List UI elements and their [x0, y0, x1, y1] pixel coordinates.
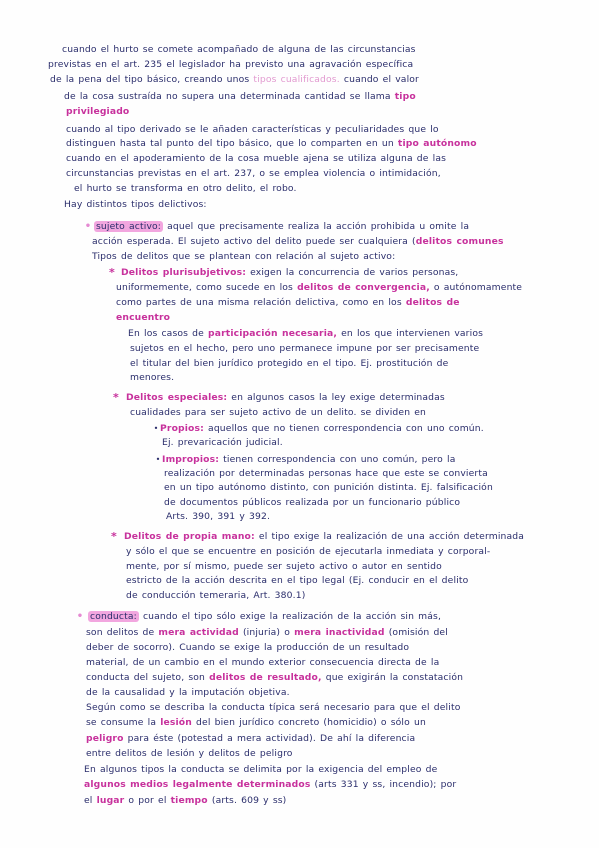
text-line: en un tipo autónomo distinto, con punición distinta. Ej. falsificación — [164, 482, 493, 493]
text-line: de conducción temeraria, Art. 380.1) — [126, 590, 306, 601]
highlight-term: Delitos de propia mano: — [124, 531, 255, 542]
text-line: conducta del sujeto, son delitos de resultado, que exigirán la constatación — [86, 672, 464, 683]
star-bullet-icon: * — [109, 266, 115, 279]
text-line: de documentos públicos realizada por un funcionario público — [164, 497, 461, 508]
text-line: y sólo el que se encuentre en posición de ejecutarla inmediata y corporal- — [126, 546, 491, 557]
text-line: Ej. prevaricación judicial. — [162, 437, 283, 448]
text-line: cuando al tipo derivado se le añaden características y peculiaridades que lo — [66, 124, 439, 135]
text-line: el hurto se transforma en otro delito, el robo. — [74, 183, 297, 194]
text-line: Delitos especiales: en algunos casos la ley exige determinadas — [126, 392, 445, 403]
text-line: cualidades para ser sujeto activo de un delito. se dividen en — [130, 407, 427, 418]
highlight-term: tipo autónomo — [397, 138, 477, 149]
highlight-term: Delitos plurisubjetivos: — [121, 267, 247, 278]
highlight-term: Propios: — [160, 423, 204, 434]
bullet-icon: • — [153, 424, 159, 433]
highlight-term: Impropios: — [162, 454, 220, 465]
text-line: deber de socorro). Cuando se exige la producción de un resultado — [86, 642, 410, 653]
highlight-term: participación necesaria, — [208, 328, 338, 339]
text-line: de la pena del tipo básico, creando unos tipos cualificados. cuando el valor — [50, 74, 419, 85]
text-line: el lugar o por el tiempo (arts. 609 y ss) — [84, 795, 287, 806]
text-line: son delitos de mera actividad (injuria) o mera inactividad (omisión del — [86, 627, 448, 638]
highlight-term: lesión — [160, 717, 192, 728]
text-line: el titular del bien jurídico protegido en el tipo. Ej. prostitución de — [130, 358, 449, 369]
text-line: Impropios: tienen correspondencia con uno común, pero la — [162, 454, 456, 465]
highlight-term: mera inactividad — [294, 627, 385, 638]
section-heading: sujeto activo: — [96, 221, 162, 232]
bullet-icon: • — [155, 455, 161, 464]
section-heading: conducta: — [90, 611, 137, 622]
text-line: cuando en el apoderamiento de la cosa mueble ajena se utiliza alguna de las — [66, 153, 447, 164]
highlight-term: delitos de — [405, 297, 460, 308]
text-line: Arts. 390, 391 y 392. — [166, 511, 271, 522]
highlight-term: delitos de resultado, — [209, 672, 322, 683]
text-line: cuando el hurto se comete acompañado de alguna de las circunstancias — [62, 44, 416, 55]
text-line: Hay distintos tipos delictivos: — [64, 199, 207, 210]
text-line: peligro para éste (potestad a mera actividad). De ahí la diferencia — [86, 733, 416, 744]
text-line: algunos medios legalmente determinados (arts 331 y ss, incendio); por — [84, 779, 457, 790]
highlight-term: peligro — [86, 733, 124, 744]
text-line: de la cosa sustraída no supera una determinada cantidad se llama tipo — [64, 91, 416, 102]
highlight-term: delitos de convergencia, — [297, 282, 430, 293]
text-line: sujeto activo: aquel que precisamente realiza la acción prohibida u omite la — [96, 221, 470, 232]
text-line: como partes de una misma relación delictiva, como en los delitos de — [116, 297, 460, 308]
highlight-term: encuentro — [116, 312, 171, 323]
text-line: En los casos de participación necesaria, en los que intervienen varios — [128, 328, 484, 339]
text-line: mente, por sí mismo, puede ser sujeto activo o autor en sentido — [126, 561, 442, 572]
highlight-term: mera actividad — [158, 627, 239, 638]
highlight-term: tipo — [394, 91, 416, 102]
text-line: sujetos en el hecho, pero uno permanece impune por ser precisamente — [130, 343, 480, 354]
text-line: circunstancias previstas en el art. 237, o se emplea violencia o intimidación, — [66, 168, 441, 179]
text-line: estricto de la acción descrita en el tipo legal (Ej. conducir en el delito — [126, 575, 469, 586]
text-line: menores. — [130, 372, 175, 383]
highlight-term: tiempo — [170, 795, 208, 806]
text-line: Delitos plurisubjetivos: exigen la concurrencia de varios personas, — [121, 267, 459, 278]
highlight-term: algunos medios legalmente determinados — [84, 779, 311, 790]
text-line — [66, 106, 129, 118]
highlight-term: Delitos especiales: — [126, 392, 228, 403]
highlight-term: delitos comunes — [415, 236, 504, 247]
text-line: En algunos tipos la conducta se delimita por la exigencia del empleo de — [84, 764, 438, 775]
text-line: distinguen hasta tal punto del tipo básico, que lo comparten en un tipo autónomo — [66, 138, 477, 149]
highlight-term: lugar — [96, 795, 125, 806]
text-line: Propios: aquellos que no tienen correspondencia con uno común. — [160, 423, 484, 434]
text-line: conducta: cuando el tipo sólo exige la realización de la acción sin más, — [90, 611, 442, 622]
text-line: Según como se describa la conducta típica será necesario para que el delito — [86, 702, 461, 713]
text-line: se consume la lesión del bien jurídico concreto (homicidio) o sólo un — [86, 717, 426, 728]
text-line: realización por determinadas personas hace que este se convierta — [164, 468, 488, 479]
text-line: Tipos de delitos que se plantean con relación al sujeto activo: — [92, 251, 396, 262]
star-bullet-icon: * — [113, 391, 119, 404]
bullet-icon: • — [76, 611, 84, 622]
text-line: acción esperada. El sujeto activo del delito puede ser cualquiera (delitos comunes — [92, 236, 504, 247]
highlight-term: tipos cualificados. — [253, 74, 340, 85]
text-line: entre delitos de lesión y delitos de peligro — [86, 748, 293, 759]
text-line — [116, 312, 170, 324]
highlight-term: privilegiado — [66, 106, 130, 117]
text-line: material, de un cambio en el mundo exterior consecuencia directa de la — [86, 657, 440, 668]
text-line: previstas en el art. 235 el legislador ha previsto una agravación específica — [48, 59, 414, 70]
text-line: uniformemente, como sucede en los delitos de convergencia, o autónomamente — [116, 282, 523, 293]
star-bullet-icon: * — [111, 530, 117, 543]
text-line: Delitos de propia mano: el tipo exige la realización de una acción determinada — [124, 531, 525, 542]
bullet-icon: • — [84, 221, 92, 232]
text-line: de la causalidad y la imputación objetiva. — [86, 687, 290, 698]
